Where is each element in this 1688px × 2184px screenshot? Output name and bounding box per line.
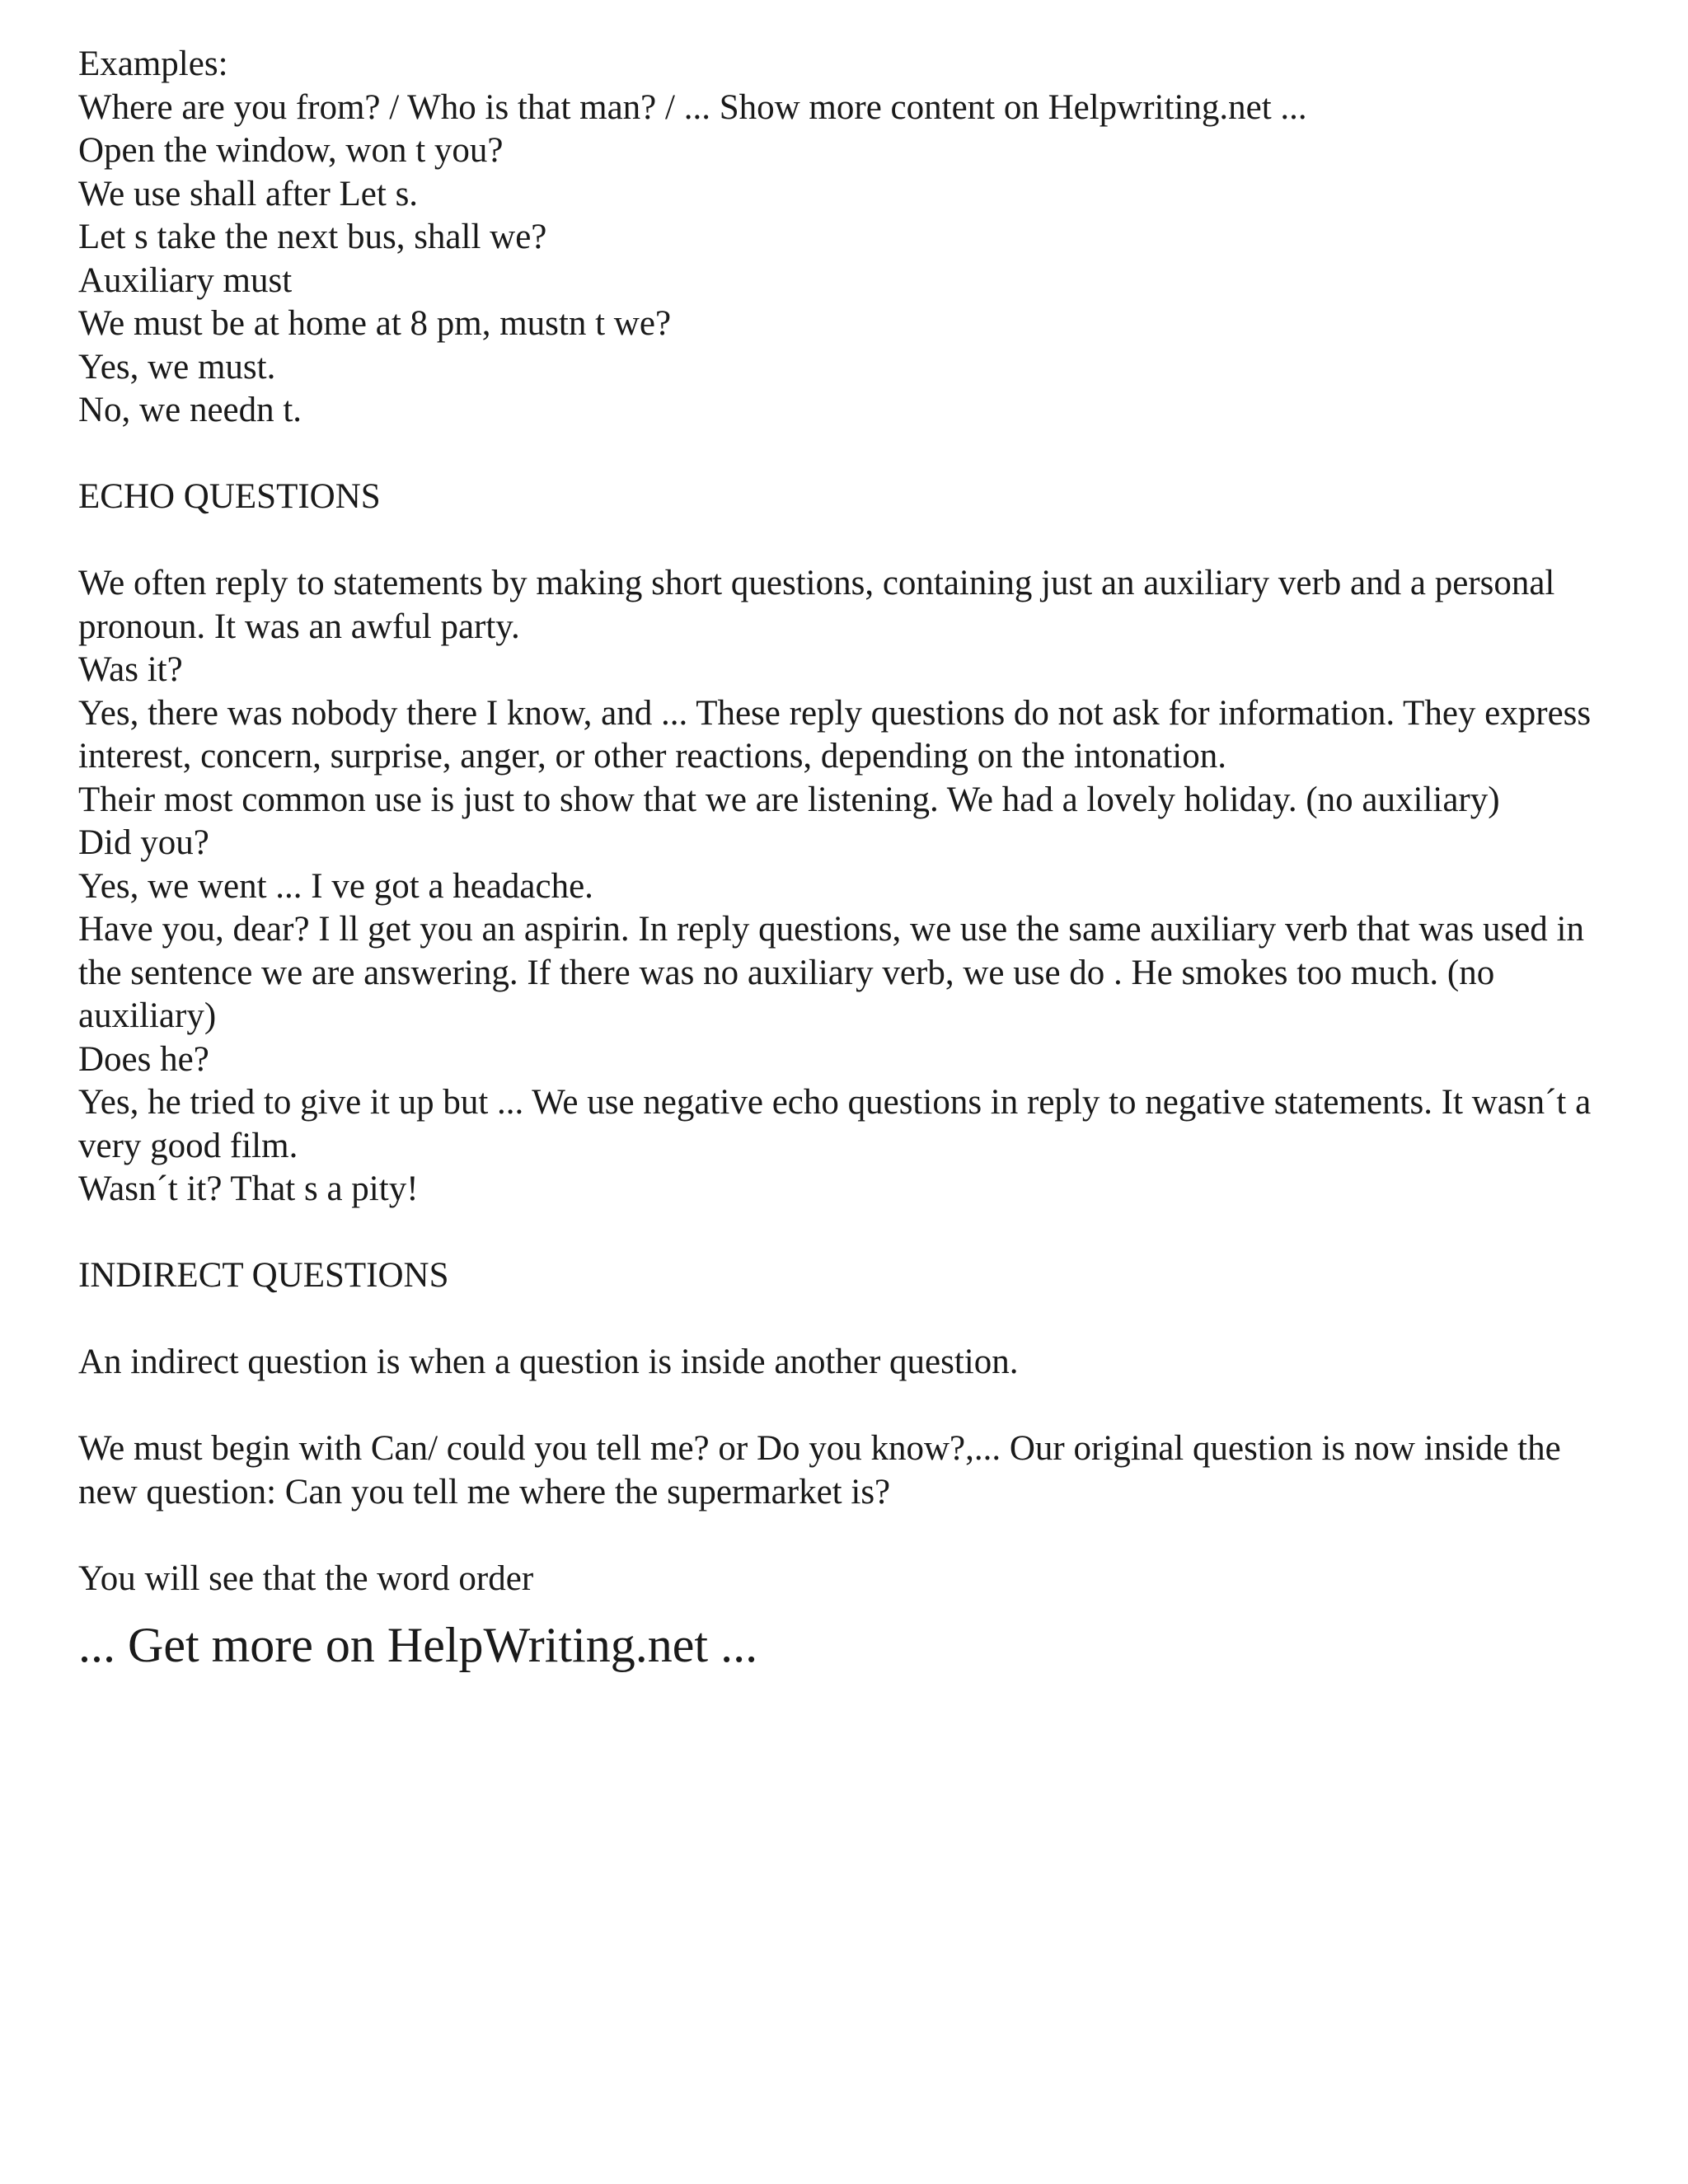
get-more-link[interactable]: ... Get more on HelpWriting.net ... bbox=[78, 1618, 758, 1672]
paragraph: Yes, we went ... I ve got a headache. bbox=[78, 866, 593, 906]
spacer bbox=[78, 1212, 1620, 1255]
section-heading-indirect: INDIRECT QUESTIONS bbox=[78, 1256, 449, 1295]
paragraph: Yes, he tried to give it up but ... We use negative echo questions in reply to negative statements. It wasn´t a very good film. bbox=[78, 1083, 1592, 1165]
paragraph: Yes, there was nobody there I know, and ... These reply questions do not ask for information. They express interest, concern, surprise, anger, or other reactions, depending on the intonation. bbox=[78, 693, 1592, 776]
paragraph: You will see that the word order bbox=[78, 1558, 534, 1598]
paragraph: Does he? bbox=[78, 1039, 209, 1079]
text-line: Yes, we must. bbox=[78, 347, 276, 387]
text-line: Where are you from? / Who is that man? / ... Show more content on Helpwriting.net ... bbox=[78, 87, 1307, 127]
examples-label: Examples: bbox=[78, 45, 228, 83]
paragraph: Did you? bbox=[78, 823, 209, 862]
paragraph: An indirect question is when a question is inside another question. bbox=[78, 1343, 1019, 1381]
text-line: Open the window, won t you? bbox=[78, 131, 504, 170]
text-line: We use shall after Let s. bbox=[78, 174, 419, 213]
text-line: Let s take the next bus, shall we? bbox=[78, 218, 547, 256]
section-heading-echo: ECHO QUESTIONS bbox=[78, 477, 381, 516]
echo-questions-section bbox=[78, 562, 1620, 1212]
paragraph: Was it? bbox=[78, 650, 183, 689]
paragraph: We often reply to statements by making short questions, containing just an auxiliary verb and a personal pronoun. It was an awful party. bbox=[78, 564, 1555, 646]
paragraph: Have you, dear? I ll get you an aspirin. In reply questions, we use the same auxiliary verb that was used in the sentence we are answering. If there was no auxiliary verb, we use do . He smokes too much. (no auxiliary) bbox=[78, 910, 1584, 1035]
spacer bbox=[78, 519, 1620, 563]
spacer bbox=[78, 1514, 1620, 1558]
document-page bbox=[78, 43, 1620, 1675]
paragraph: We must begin with Can/ could you tell me? or Do you know?,... Our original question is now inside the new question: Can you tell me where the supermarket is? bbox=[78, 1429, 1561, 1511]
spacer bbox=[78, 433, 1620, 476]
text-line: Auxiliary must bbox=[78, 260, 293, 300]
intro-block bbox=[78, 43, 1620, 433]
text-line: We must be at home at 8 pm, mustn t we? bbox=[78, 304, 672, 343]
text-line: No, we needn t. bbox=[78, 391, 302, 429]
paragraph: Wasn´t it? That s a pity! bbox=[78, 1169, 419, 1208]
spacer bbox=[78, 1385, 1620, 1428]
paragraph: Their most common use is just to show that we are listening. We had a lovely holiday. (no auxiliary) bbox=[78, 780, 1500, 819]
spacer bbox=[78, 1298, 1620, 1342]
